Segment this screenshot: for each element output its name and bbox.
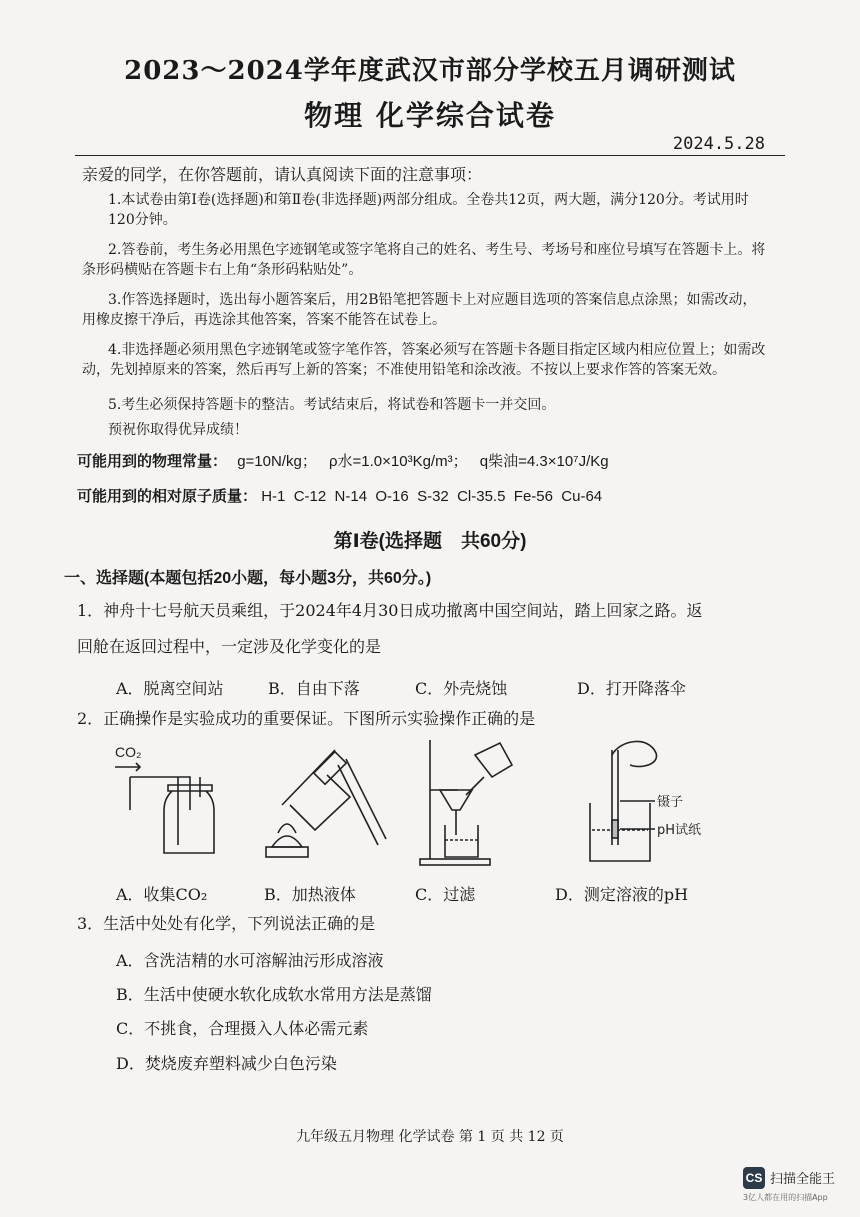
figure-a-gas-bottle [115, 763, 214, 853]
figure-c-filtration [420, 740, 512, 865]
const-rho: ρ水=1.0×10³Kg/m³； [329, 453, 468, 470]
notice-item-5: 5.考生必须保持答题卡的整洁。考试结束后，将试卷和答题卡一并交回。 [108, 397, 556, 413]
q3-option-c: C．不挑食，合理摄入人体必需元素 [116, 1019, 369, 1038]
q3-stem: 3．生活中处处有化学，下列说法正确的是 [77, 914, 376, 933]
notice-item-3: 3.作答选择题时，选出每小题答案后，用2B铅笔把答题卡上对应题目选项的答案信息点涂黑；如需改动，用橡皮擦干净后，再选涂其他答案，答案不能答在试卷上。 [82, 292, 757, 328]
section-title: 第Ⅰ卷(选择题 共60分) [333, 531, 527, 552]
const-q: q柴油=4.3×10⁷J/Kg [479, 453, 609, 470]
q1-option-a: A．脱离空间站 [116, 679, 224, 698]
q1-option-c: C．外壳烧蚀 [415, 679, 508, 698]
q1-stem-line1: 1．神舟十七号航天员乘组，于2024年4月30日成功撤离中国空间站，踏上回家之路。返 [77, 601, 703, 620]
figure-d-ph-test [590, 741, 657, 861]
q2-option-b: B．加热液体 [264, 885, 356, 904]
exam-subtitle: 物理 化学综合试卷 [304, 99, 556, 132]
watermark-name: 扫描全能王 [770, 1172, 836, 1187]
part-heading: 一、选择题(本题包括20小题，每小题3分，共60分。) [64, 570, 432, 587]
q2-option-d: D．测定溶液的pH [555, 885, 689, 904]
notice-item-2: 2.答卷前，考生务必用黑色字迹钢笔或签字笔将自己的姓名、考生号、考场号和座位号填写在答题卡上。将条形码横贴在答题卡右上角“条形码粘贴处”。 [82, 242, 766, 278]
q2-stem: 2．正确操作是实验成功的重要保证。下图所示实验操作正确的是 [77, 709, 536, 728]
camscanner-logo-icon: CS [743, 1167, 765, 1189]
atomic-values: H-1 C-12 N-14 O-16 S-32 Cl-35.5 Fe-56 Cu-64 [261, 488, 603, 505]
q2-figures [100, 735, 720, 875]
physics-constants-label: 可能用到的物理常量： [77, 453, 228, 470]
exam-date: 2024.5.28 [672, 134, 765, 154]
page-footer: 九年级五月物理 化学试卷 第 1 页 共 12 页 [296, 1129, 564, 1145]
const-g: g=10N/kg； [237, 453, 317, 470]
physics-constants [77, 450, 609, 471]
q1-stem-line2: 回舱在返回过程中，一定涉及化学变化的是 [77, 637, 382, 656]
notice-item-4: 4.非选择题必须用黑色字迹钢笔或签字笔作答，答案必须写在答题卡各题目指定区域内相应位置上；如需改动，先划掉原来的答案，然后再写上新的答案；不准使用铅笔和涂改液。不按以上要求作答的答案无效。 [82, 342, 766, 378]
watermark-tagline: 3亿人都在用的扫描App [743, 1193, 828, 1202]
notice-item-1: 1.本试卷由第Ⅰ卷(选择题)和第Ⅱ卷(非选择题)两部分组成。全卷共12页，两大题，满分120分。考试用时120分钟。 [108, 192, 749, 228]
notice-heading: 亲爱的同学，在你答题前，请认真阅读下面的注意事项： [82, 165, 483, 184]
figure-label-tweezers: 镊子 [657, 795, 684, 810]
q3-option-b: B．生活中使硬水软化成软水常用方法是蒸馏 [116, 985, 432, 1004]
figure-label-ph-paper: pH试纸 [657, 823, 702, 838]
q2-option-a: A．收集CO₂ [116, 885, 208, 904]
header-divider [75, 155, 785, 156]
atomic-masses [77, 485, 602, 506]
q2-option-c: C．过滤 [415, 885, 476, 904]
atomic-masses-label: 可能用到的相对原子质量： [77, 488, 258, 505]
exam-title: 2023～2024学年度武汉市部分学校五月调研测试 [124, 56, 736, 86]
q1-option-b: B．自由下落 [268, 679, 360, 698]
scanner-watermark [743, 1167, 848, 1203]
q3-option-d: D．焚烧废弃塑料减少白色污染 [116, 1054, 337, 1073]
figure-b-heating [266, 750, 386, 857]
q1-option-d: D．打开降落伞 [577, 679, 686, 698]
q3-option-a: A．含洗洁精的水可溶解油污形成溶液 [116, 951, 384, 970]
notice-wish: 预祝你取得优异成绩！ [108, 422, 248, 438]
figure-label-co2: CO₂ [115, 744, 142, 760]
